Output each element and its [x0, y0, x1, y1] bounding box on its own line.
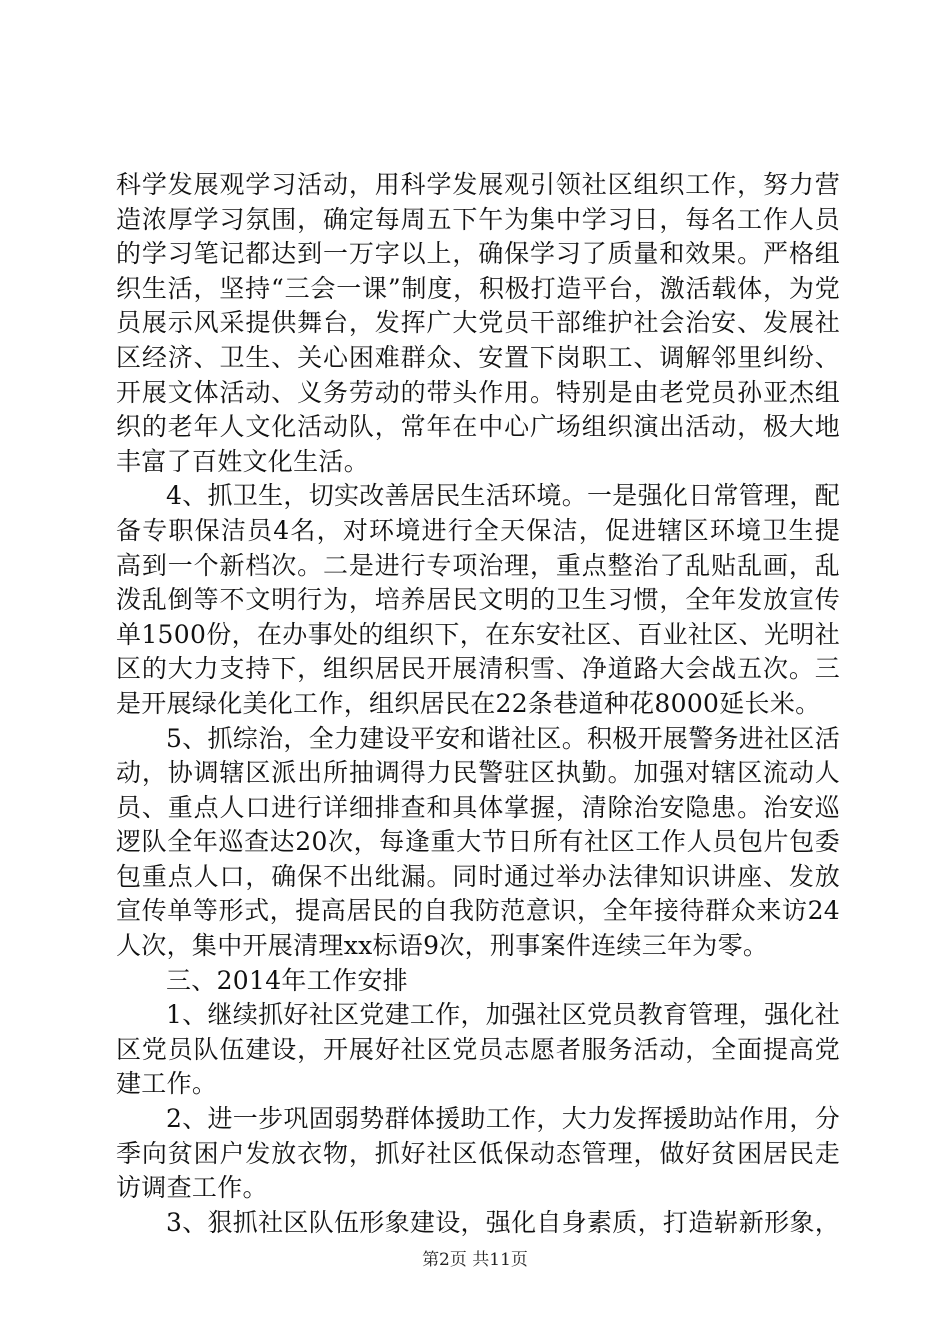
paragraph-plan-item-1: 1、继续抓好社区党建工作，加强社区党员教育管理，强化社区党员队伍建设，开展好社区党员志愿者服务活动，全面提高党建工作。 [116, 1000, 841, 1099]
paragraph-continuation: 科学发展观学习活动，用科学发展观引领社区组织工作，努力营造浓厚学习氛围，确定每周五下午为集中学习日，每名工作人员的学习笔记都达到一万字以上，确保学习了质量和效果。严格组织生活，坚持“三会一课”制度，积极打造平台，激活载体，为党员展示风采提供舞台，发挥广大党员干部维护社会治安、发展社区经济、卫生、关心困难群众、安置下岗职工、调解邻里纠纷、开展文体活动、义务劳动的带头作用。特别是由老党员孙亚杰组织的老年人文化活动队，常年在中心广场组织演出活动，极大地丰富了百姓文化生活。 [116, 170, 840, 476]
section-heading-2014-plan: 三、2014年工作安排 [166, 965, 408, 995]
paragraph-public-security: 5、抓综治，全力建设平安和谐社区。积极开展警务进社区活动，协调辖区派出所抽调得力民警驻区执勤。加强对辖区流动人员、重点人口进行详细排查和具体掌握，清除治安隐患。治安巡逻队全年巡查达20次，每逢重大节日所有社区工作人员包片包委包重点人口，确保不出纰漏。同时通过举办法律知识讲座、发放宣传单等形式，提高居民的自我防范意识，全年接待群众来访24人次，集中开展清理xx标语9次，刑事案件连续三年为零。 [116, 723, 841, 961]
paragraph-plan-item-3: 3、狠抓社区队伍形象建设，强化自身素质，打造崭新形象， [166, 1207, 841, 1237]
page-number-footer: 第2页 共11页 [422, 1250, 528, 1270]
paragraph-plan-item-2: 2、进一步巩固弱势群体援助工作，大力发挥援助站作用，分季向贫困户发放衣物，抓好社区低保动态管理，做好贫困居民走访调查工作。 [116, 1104, 841, 1203]
paragraph-sanitation: 4、抓卫生，切实改善居民生活环境。一是强化日常管理，配备专职保洁员4名，对环境进行全天保洁，促进辖区环境卫生提高到一个新档次。二是进行专项治理，重点整治了乱贴乱画，乱泼乱倒等不文明行为，培养居民文明的卫生习惯，全年发放宣传单1500份，在办事处的组织下，在东安社区、百业社区、光明社区的大力支持下，组织居民开展清积雪、净道路大会战五次。三是开展绿化美化工作，组织居民在22条巷道种花8000延长米。 [116, 481, 841, 718]
document-body [116, 168, 840, 1240]
